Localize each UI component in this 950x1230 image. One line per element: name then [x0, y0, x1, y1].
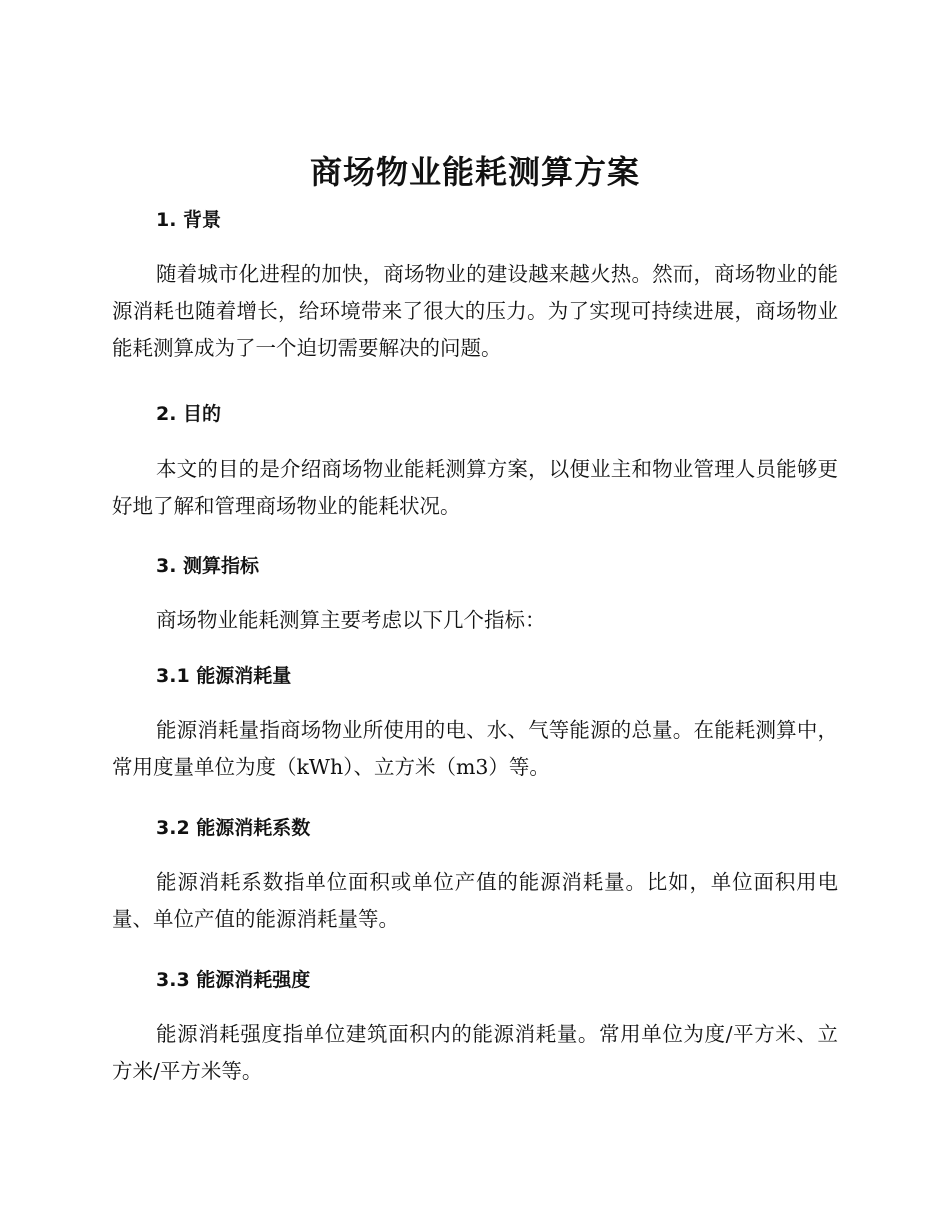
section-heading-energy-coefficient: 3.2 能源消耗系数: [156, 817, 311, 839]
section-body-energy-coefficient: 能源消耗系数指单位面积或单位产值的能源消耗量。比如，单位面积用电量、单位产值的能源消耗量等。: [112, 870, 838, 931]
section-body-energy-intensity: 能源消耗强度指单位建筑面积内的能源消耗量。常用单位为度/平方米、立方米/平方米等。: [112, 1022, 838, 1083]
section-body-background: 随着城市化进程的加快，商场物业的建设越来越火热。然而，商场物业的能源消耗也随着增长，给环境带来了很大的压力。为了实现可持续进展，商场物业能耗测算成为了一个迫切需要解决的问题。: [112, 262, 838, 360]
section-heading-background: 1. 背景: [156, 209, 222, 231]
section-heading-purpose: 2. 目的: [156, 403, 222, 425]
section-body-indicators: 商场物业能耗测算主要考虑以下几个指标：: [156, 608, 546, 632]
section-heading-energy-consumption: 3.1 能源消耗量: [156, 665, 292, 687]
section-body-purpose: 本文的目的是介绍商场物业能耗测算方案，以便业主和物业管理人员能够更好地了解和管理商场物业的能耗状况。: [112, 457, 838, 518]
document-title: 商场物业能耗测算方案: [309, 153, 640, 191]
section-body-energy-consumption: 能源消耗量指商场物业所使用的电、水、气等能源的总量。在能耗测算中，常用度量单位为度（kWh）、立方米（m3）等。: [112, 718, 838, 779]
section-heading-energy-intensity: 3.3 能源消耗强度: [156, 969, 311, 991]
section-heading-indicators: 3. 测算指标: [156, 555, 260, 577]
